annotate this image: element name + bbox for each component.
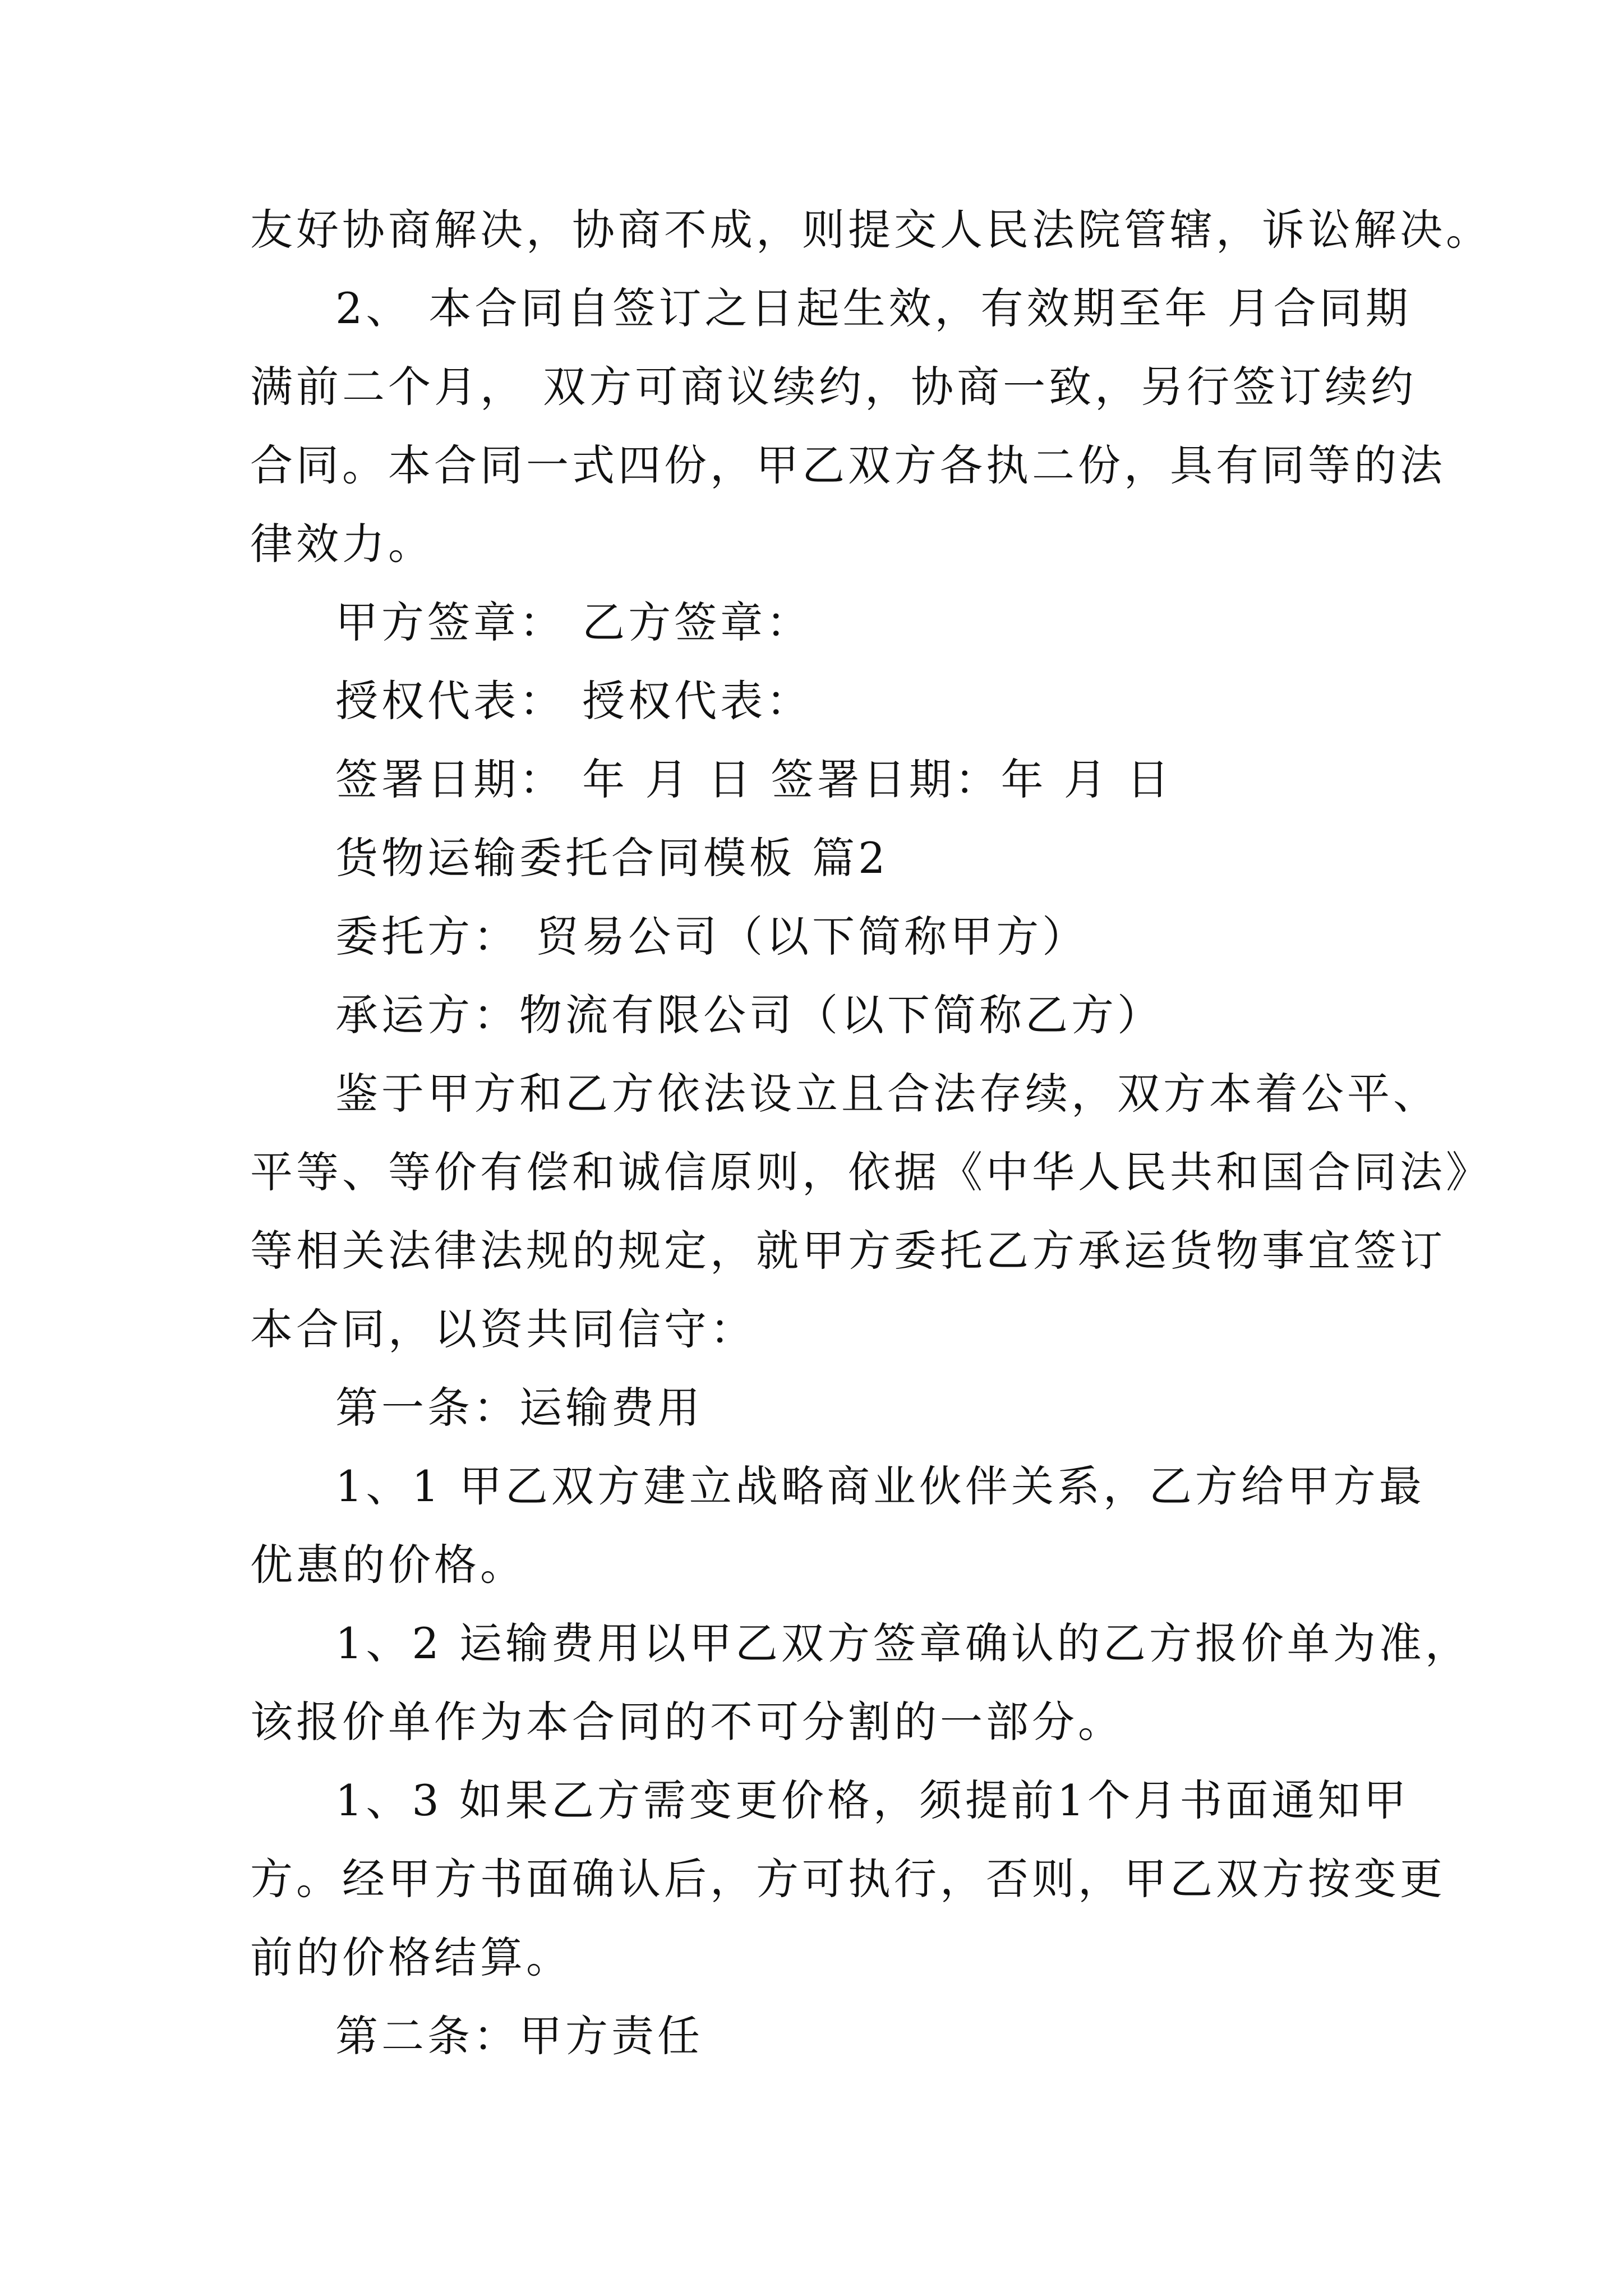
representative-line: 授权代表： 授权代表： xyxy=(335,676,813,726)
text-line: 1、2 运输费用以甲乙双方签章确认的乙方报价单为准， xyxy=(335,1618,1471,1668)
party-line: 委托方： 贸易公司（以下简称甲方） xyxy=(335,912,1089,961)
text-line: 满前二个月， 双方可商议续约，协商一致，另行签订续约 xyxy=(250,362,1417,412)
text-line: 本合同，以资共同信守： xyxy=(250,1304,756,1354)
text-line: 等相关法律法规的规定，就甲方委托乙方承运货物事宜签订 xyxy=(250,1226,1446,1276)
party-line: 承运方：物流有限公司（以下简称乙方） xyxy=(335,990,1163,1040)
text-line: 友好协商解决，协商不成，则提交人民法院管辖，诉讼解决。 xyxy=(250,205,1492,255)
section-title: 货物运输委托合同模板 篇2 xyxy=(335,833,889,883)
signing-date-line: 签署日期： 年 月 日 签署日期：年 月 日 xyxy=(335,754,1173,804)
text-line: 前的价格结算。 xyxy=(250,1932,572,1982)
article-heading: 第二条：甲方责任 xyxy=(335,2011,703,2061)
text-line: 律效力。 xyxy=(250,519,434,569)
text-line: 合同。本合同一式四份，甲乙双方各执二份，具有同等的法 xyxy=(250,440,1446,490)
text-line: 1、3 如果乙方需变更价格，须提前1个月书面通知甲 xyxy=(335,1775,1410,1825)
signature-line: 甲方签章： 乙方签章： xyxy=(335,597,813,647)
text-line: 该报价单作为本合同的不可分割的一部分。 xyxy=(250,1697,1124,1747)
text-line: 平等、等价有偿和诚信原则，依据《中华人民共和国合同法》 xyxy=(250,1147,1492,1197)
text-line: 2、 本合同自签订之日起生效，有效期至年 月合同期 xyxy=(335,283,1412,333)
text-line: 1、1 甲乙双方建立战略商业伙伴关系，乙方给甲方最 xyxy=(335,1461,1425,1511)
text-line: 方。经甲方书面确认后，方可执行，否则，甲乙双方按变更 xyxy=(250,1854,1446,1904)
article-heading: 第一条：运输费用 xyxy=(335,1383,703,1433)
text-line: 鉴于甲方和乙方依法设立且合法存续，双方本着公平、 xyxy=(335,1069,1439,1119)
text-line: 优惠的价格。 xyxy=(250,1540,526,1590)
